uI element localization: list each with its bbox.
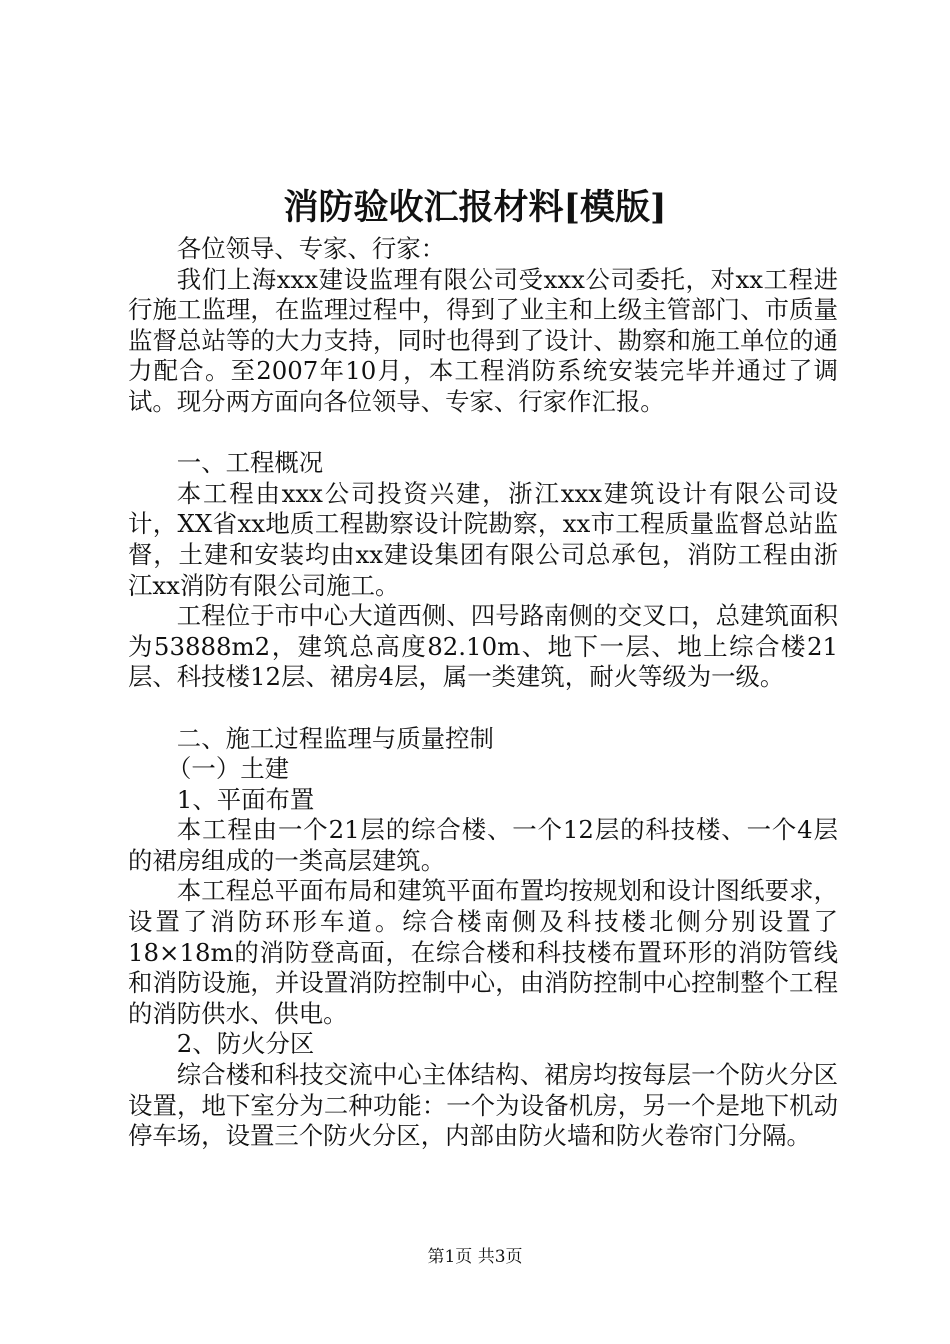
subsection-heading-civil: （一）土建: [167, 754, 289, 784]
layout-paragraph-2: 本工程总平面布局和建筑平面布置均按规划和设计图纸要求，设置了消防环形车道。综合楼南侧及科技楼北侧分别设置了18×18m的消防登高面，在综合楼和科技楼布置环形的消防管线和消防设施，并设置消防控制中心，由消防控制中心控制整个工程的消防供水、供电。: [128, 876, 838, 1028]
layout-paragraph-1: 本工程由一个21层的综合楼、一个12层的科技楼、一个4层的裙房组成的一类高层建筑。: [128, 815, 838, 875]
blank-line: [128, 418, 838, 449]
section-heading-overview: 一、工程概况: [176, 448, 324, 478]
fire-zones-paragraph: 综合楼和科技交流中心主体结构、裙房均按每层一个防火分区设置，地下室分为二种功能：一个为设备机房，另一个是地下机动停车场，设置三个防火分区，内部由防火墙和防火卷帘门分隔。: [128, 1060, 838, 1151]
document-title: 消防验收汇报材料[模版]: [283, 187, 667, 228]
document-body: [128, 234, 838, 1152]
overview-paragraph-2: 工程位于市中心大道西侧、四号路南侧的交叉口，总建筑面积为53888m2，建筑总高度82.10m、地下一层、地上综合楼21层、科技楼12层、裙房4层，属一类建筑，耐火等级为一级。: [128, 601, 838, 692]
section-heading-supervision: 二、施工过程监理与质量控制: [176, 723, 494, 753]
page-footer: 第1页 共3页: [427, 1247, 523, 1267]
overview-paragraph-1: 本工程由xxx公司投资兴建，浙江xxx建筑设计有限公司设计，XX省xx地质工程勘察设计院勘察，xx市工程质量监督总站监督，土建和安装均由xx建设集团有限公司总承包，消防工程由浙江xx消防有限公司施工。: [128, 478, 838, 600]
item-heading-layout: 1、平面布置: [176, 784, 315, 814]
salutation: 各位领导、专家、行家：: [176, 234, 446, 263]
intro-paragraph: 我们上海xxx建设监理有限公司受xxx公司委托，对xx工程进行施工监理，在监理过程中，得到了业主和上级主管部门、市质量监督总站等的大力支持，同时也得到了设计、勘察和施工单位的通力配合。至2007年10月，本工程消防系统安装完毕并通过了调试。现分两方面向各位领导、专家、行家作汇报。: [128, 264, 838, 416]
blank-line: [128, 693, 838, 724]
item-heading-fire-zones: 2、防火分区: [176, 1029, 315, 1059]
